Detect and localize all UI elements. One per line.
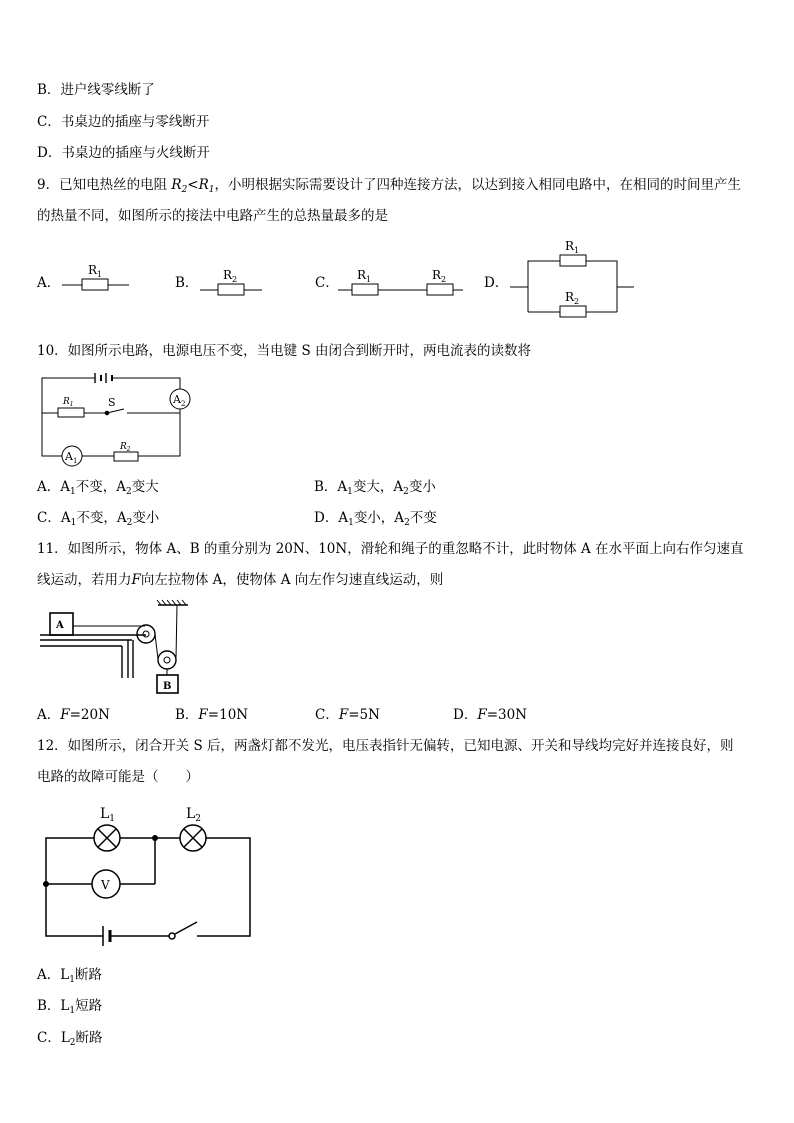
q9-diagram-a — [62, 279, 129, 290]
q10-option-d: D．$A_1$变小，$A_2$不变 — [314, 510, 437, 528]
q12-stem-line2: 电路的故障可能是（ ） — [37, 769, 199, 785]
q9d-r2-label: $R_2$ — [565, 290, 580, 306]
q12-option-a: A．$L_1$断路 — [37, 967, 102, 985]
resistor-r1 — [560, 255, 586, 266]
block-a-label: A — [56, 620, 64, 631]
q9c-r1-label: $R_1$ — [357, 268, 372, 284]
q9-r1-symbol: $R_1$ — [198, 177, 215, 195]
q9-stem-line1: 9．已知电热丝的电阻 $R_2<R_1$，小明根据实际需要设计了四种连接方法，以达到接入相同电路中，在相同的时间里产生 — [37, 177, 742, 195]
q8-option-d: D．书桌边的插座与火线断开 — [37, 145, 210, 161]
q9-label-b: B． — [175, 275, 199, 291]
resistor-r2 — [114, 452, 138, 461]
q12-v-label: V — [101, 878, 110, 892]
q12-option-b: B．$L_1$短路 — [37, 998, 103, 1016]
resistor-r2 — [427, 284, 453, 295]
q11-stem-line1: 11．如图所示，物体 A、B 的重分别为 20N、10N，滑轮和绳子的重忽略不计，此时物体 A 在水平面上向右作匀速直 — [37, 541, 744, 557]
q10-a2-label: $A_2$ — [173, 393, 186, 408]
q10-r1-label: $R_1$ — [63, 397, 74, 408]
q8-option-b: B．进户线零线断了 — [37, 82, 155, 98]
q12-stem-line1: 12．如图所示，闭合开关 S 后，两盏灯都不发光，电压表指针无偏转，已知电源、开关和导线均完好并连接良好，则 — [37, 738, 734, 754]
q8-option-c: C．书桌边的插座与零线断开 — [37, 114, 210, 130]
q12-l2-label: $L_2$ — [186, 806, 202, 824]
q10-option-c: C．$A_1$不变，$A_2$变小 — [37, 510, 160, 528]
q12-l1-label: $L_1$ — [100, 806, 116, 824]
q11-option-a: A．F=20N — [37, 707, 110, 723]
q9d-r1-label: $R_1$ — [565, 239, 580, 255]
fixed-pulley — [137, 625, 155, 643]
resistor-r2 — [218, 284, 244, 295]
block-b-label: B — [163, 681, 172, 692]
q10-option-a: A．$A_1$不变，$A_2$变大 — [37, 479, 159, 497]
q9-r2-symbol: $R_2$ — [171, 177, 188, 195]
q9b-r2-label: $R_2$ — [223, 268, 238, 284]
q9-diagram-d — [510, 255, 634, 317]
q9-stem-b: ，小明根据实际需要设计了四种连接方法，以达到接入相同电路中，在相同的时间里产生 — [214, 177, 742, 193]
q10-r2-label: $R_2$ — [120, 442, 131, 453]
resistor-r1 — [82, 279, 108, 290]
q12-circuit — [46, 825, 250, 946]
movable-pulley — [158, 651, 176, 669]
q11-option-d: D．F=30N — [453, 707, 528, 723]
q10-a1-label: $A_1$ — [65, 450, 78, 465]
q11-option-b: B．F=10N — [175, 707, 249, 723]
q11-option-c: C．F=5N — [315, 707, 380, 723]
switch-s — [169, 933, 175, 939]
resistor-r2 — [560, 306, 586, 317]
q9-label-c: C． — [315, 275, 339, 291]
resistor-r1 — [58, 408, 84, 417]
q9c-r2-label: $R_2$ — [432, 268, 447, 284]
q9a-r1-label: $R_1$ — [88, 263, 103, 279]
q12-option-c: C．$L_2$断路 — [37, 1030, 103, 1048]
q10-s-label: S — [108, 396, 116, 409]
q9-stem-a: 9．已知电热丝的电阻 — [37, 177, 168, 193]
q9-stem-line2: 的热量不同，如图所示的接法中电路产生的总热量最多的是 — [37, 208, 388, 224]
q10-option-b: B．$A_1$变大，$A_2$变小 — [314, 479, 436, 497]
q11-stem-line2: 线运动，若用力F向左拉物体 A，使物体 A 向左作匀速直线运动，则 — [37, 572, 444, 588]
q9-label-d: D． — [484, 275, 509, 291]
q10-stem: 10．如图所示电路，电源电压不变，当电键 S 由闭合到断开时，两电流表的读数将 — [37, 343, 532, 359]
q9-diagram-c — [338, 284, 463, 295]
q11-pulley-diagram — [40, 600, 188, 693]
q9-diagram-b — [200, 284, 262, 295]
resistor-r1 — [352, 284, 378, 295]
q9-label-a: A． — [37, 275, 61, 291]
